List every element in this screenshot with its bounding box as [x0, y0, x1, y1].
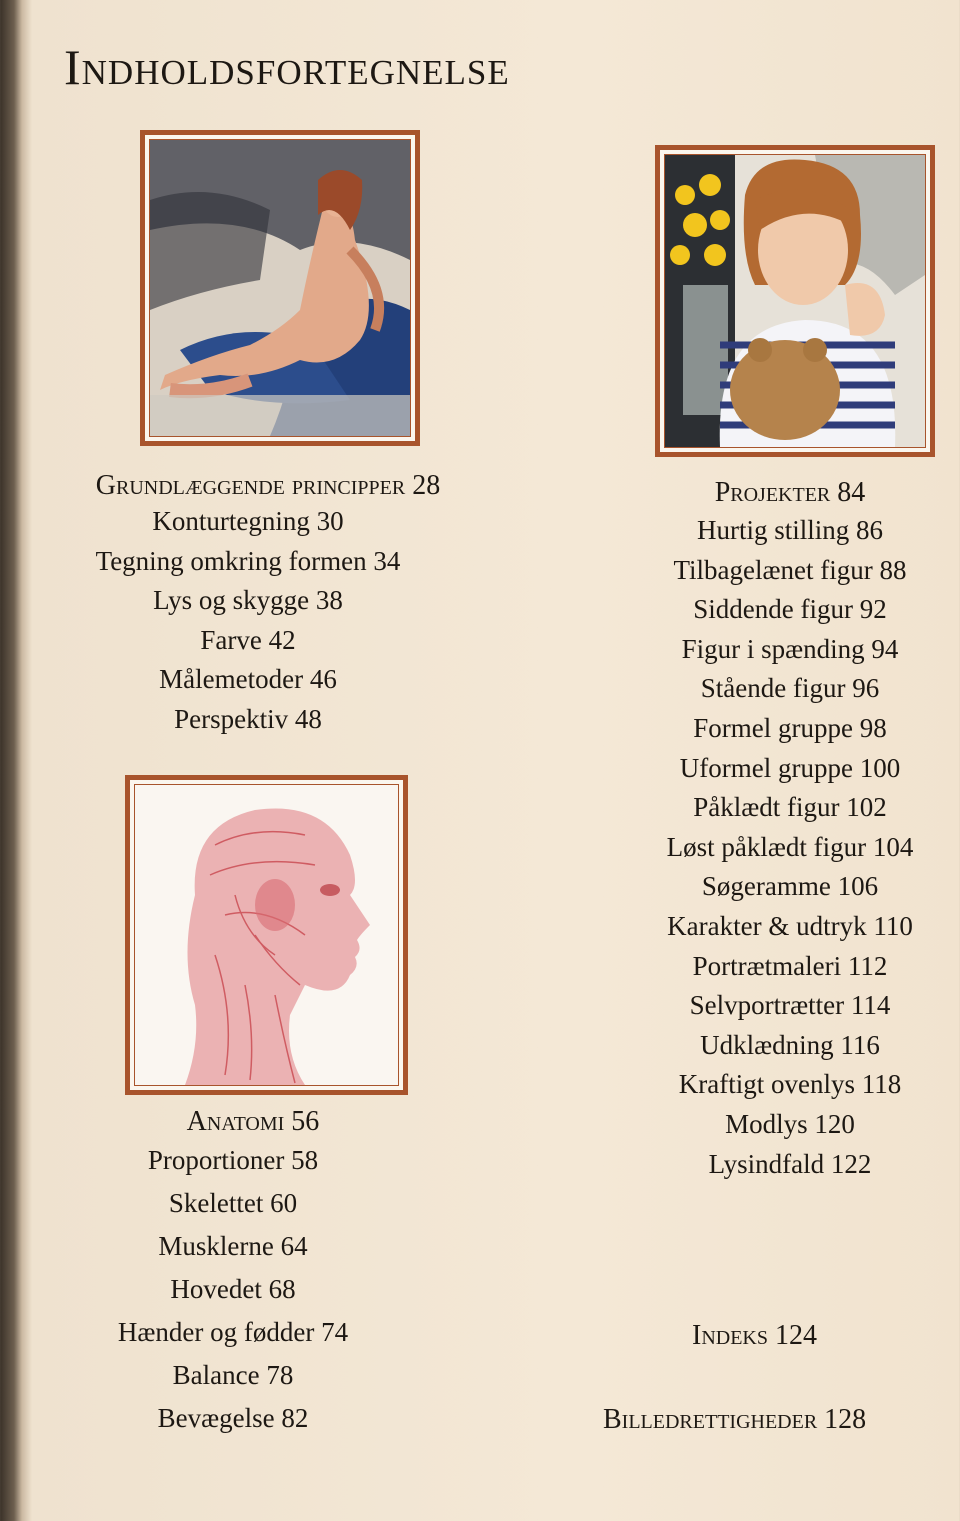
- toc-section-projekter: [600, 477, 960, 1184]
- toc-entry[interactable]: Formel gruppe 98: [693, 712, 887, 743]
- toc-entry[interactable]: Lysindfald 122: [708, 1148, 872, 1179]
- child-with-teddy-painting: [655, 145, 935, 457]
- toc-heading-projekter[interactable]: Projekter 84: [714, 477, 866, 508]
- toc-entry[interactable]: Selvportrætter 114: [689, 990, 891, 1021]
- toc-entry[interactable]: Kraftigt ovenlys 118: [678, 1069, 902, 1100]
- toc-section-anatomi: [40, 1106, 466, 1440]
- toc-entry[interactable]: Musklerne 64: [158, 1231, 308, 1261]
- toc-entry[interactable]: Løst påklædt figur 104: [666, 831, 914, 862]
- head-muscles-image: [135, 785, 398, 1085]
- toc-entry[interactable]: Farve 42: [200, 624, 296, 655]
- toc-entry[interactable]: Portrætmaleri 112: [692, 950, 888, 981]
- toc-entry[interactable]: Stående figur 96: [700, 673, 880, 704]
- toc-entry[interactable]: Hænder og fødder 74: [117, 1317, 349, 1347]
- toc-entry[interactable]: Skelettet 60: [168, 1188, 298, 1218]
- toc-entry[interactable]: Tegning omkring formen 34: [95, 545, 401, 576]
- toc-entry[interactable]: Proportioner 58: [147, 1145, 319, 1175]
- head-muscles-drawing: [125, 775, 408, 1095]
- toc-heading-grundlaeggende[interactable]: Grundlæggende principper 28: [95, 470, 441, 501]
- toc-entry[interactable]: Søgeramme 106: [701, 871, 879, 902]
- toc-entry[interactable]: Tilbagelænet figur 88: [673, 554, 907, 585]
- toc-heading-billedrettigheder[interactable]: Billedrettigheder 128: [603, 1404, 867, 1435]
- toc-entry[interactable]: Uformel gruppe 100: [679, 752, 901, 783]
- toc-section-grundlaeggende: [40, 470, 496, 739]
- toc-entry[interactable]: Påklædt figur 102: [693, 792, 887, 823]
- toc-entry[interactable]: Siddende figur 92: [693, 594, 887, 625]
- reclining-nude-painting: [140, 130, 420, 446]
- toc-entry[interactable]: Lys og skygge 38: [153, 585, 343, 615]
- toc-entry[interactable]: Hovedet 68: [170, 1274, 296, 1304]
- toc-entry[interactable]: Konturtegning 30: [152, 506, 344, 536]
- toc-entry[interactable]: Perspektiv 48: [174, 703, 322, 734]
- child-with-teddy-image: [665, 155, 925, 447]
- toc-items-anatomi: [0, 1139, 466, 1440]
- reclining-nude-image: [150, 140, 410, 436]
- toc-entry[interactable]: Karakter & udtryk 110: [667, 910, 913, 941]
- toc-entry[interactable]: Målemetoder 46: [159, 664, 337, 694]
- toc-entry[interactable]: Bevægelse 82: [157, 1403, 309, 1433]
- toc-items-projekter: [600, 511, 960, 1184]
- toc-heading-anatomi[interactable]: Anatomi 56: [186, 1106, 320, 1137]
- page-title: Indholdsfortegnelse: [64, 39, 510, 95]
- toc-entry[interactable]: Figur i spænding 94: [681, 633, 899, 664]
- toc-entry[interactable]: Udklædning 116: [700, 1029, 880, 1060]
- toc-entry[interactable]: Balance 78: [172, 1360, 294, 1390]
- toc-entry[interactable]: Modlys 120: [725, 1108, 855, 1139]
- toc-heading-indeks[interactable]: Indeks 124: [692, 1320, 817, 1351]
- toc-entry[interactable]: Hurtig stilling 86: [696, 515, 883, 545]
- toc-items-grundlaeggende: [0, 502, 496, 739]
